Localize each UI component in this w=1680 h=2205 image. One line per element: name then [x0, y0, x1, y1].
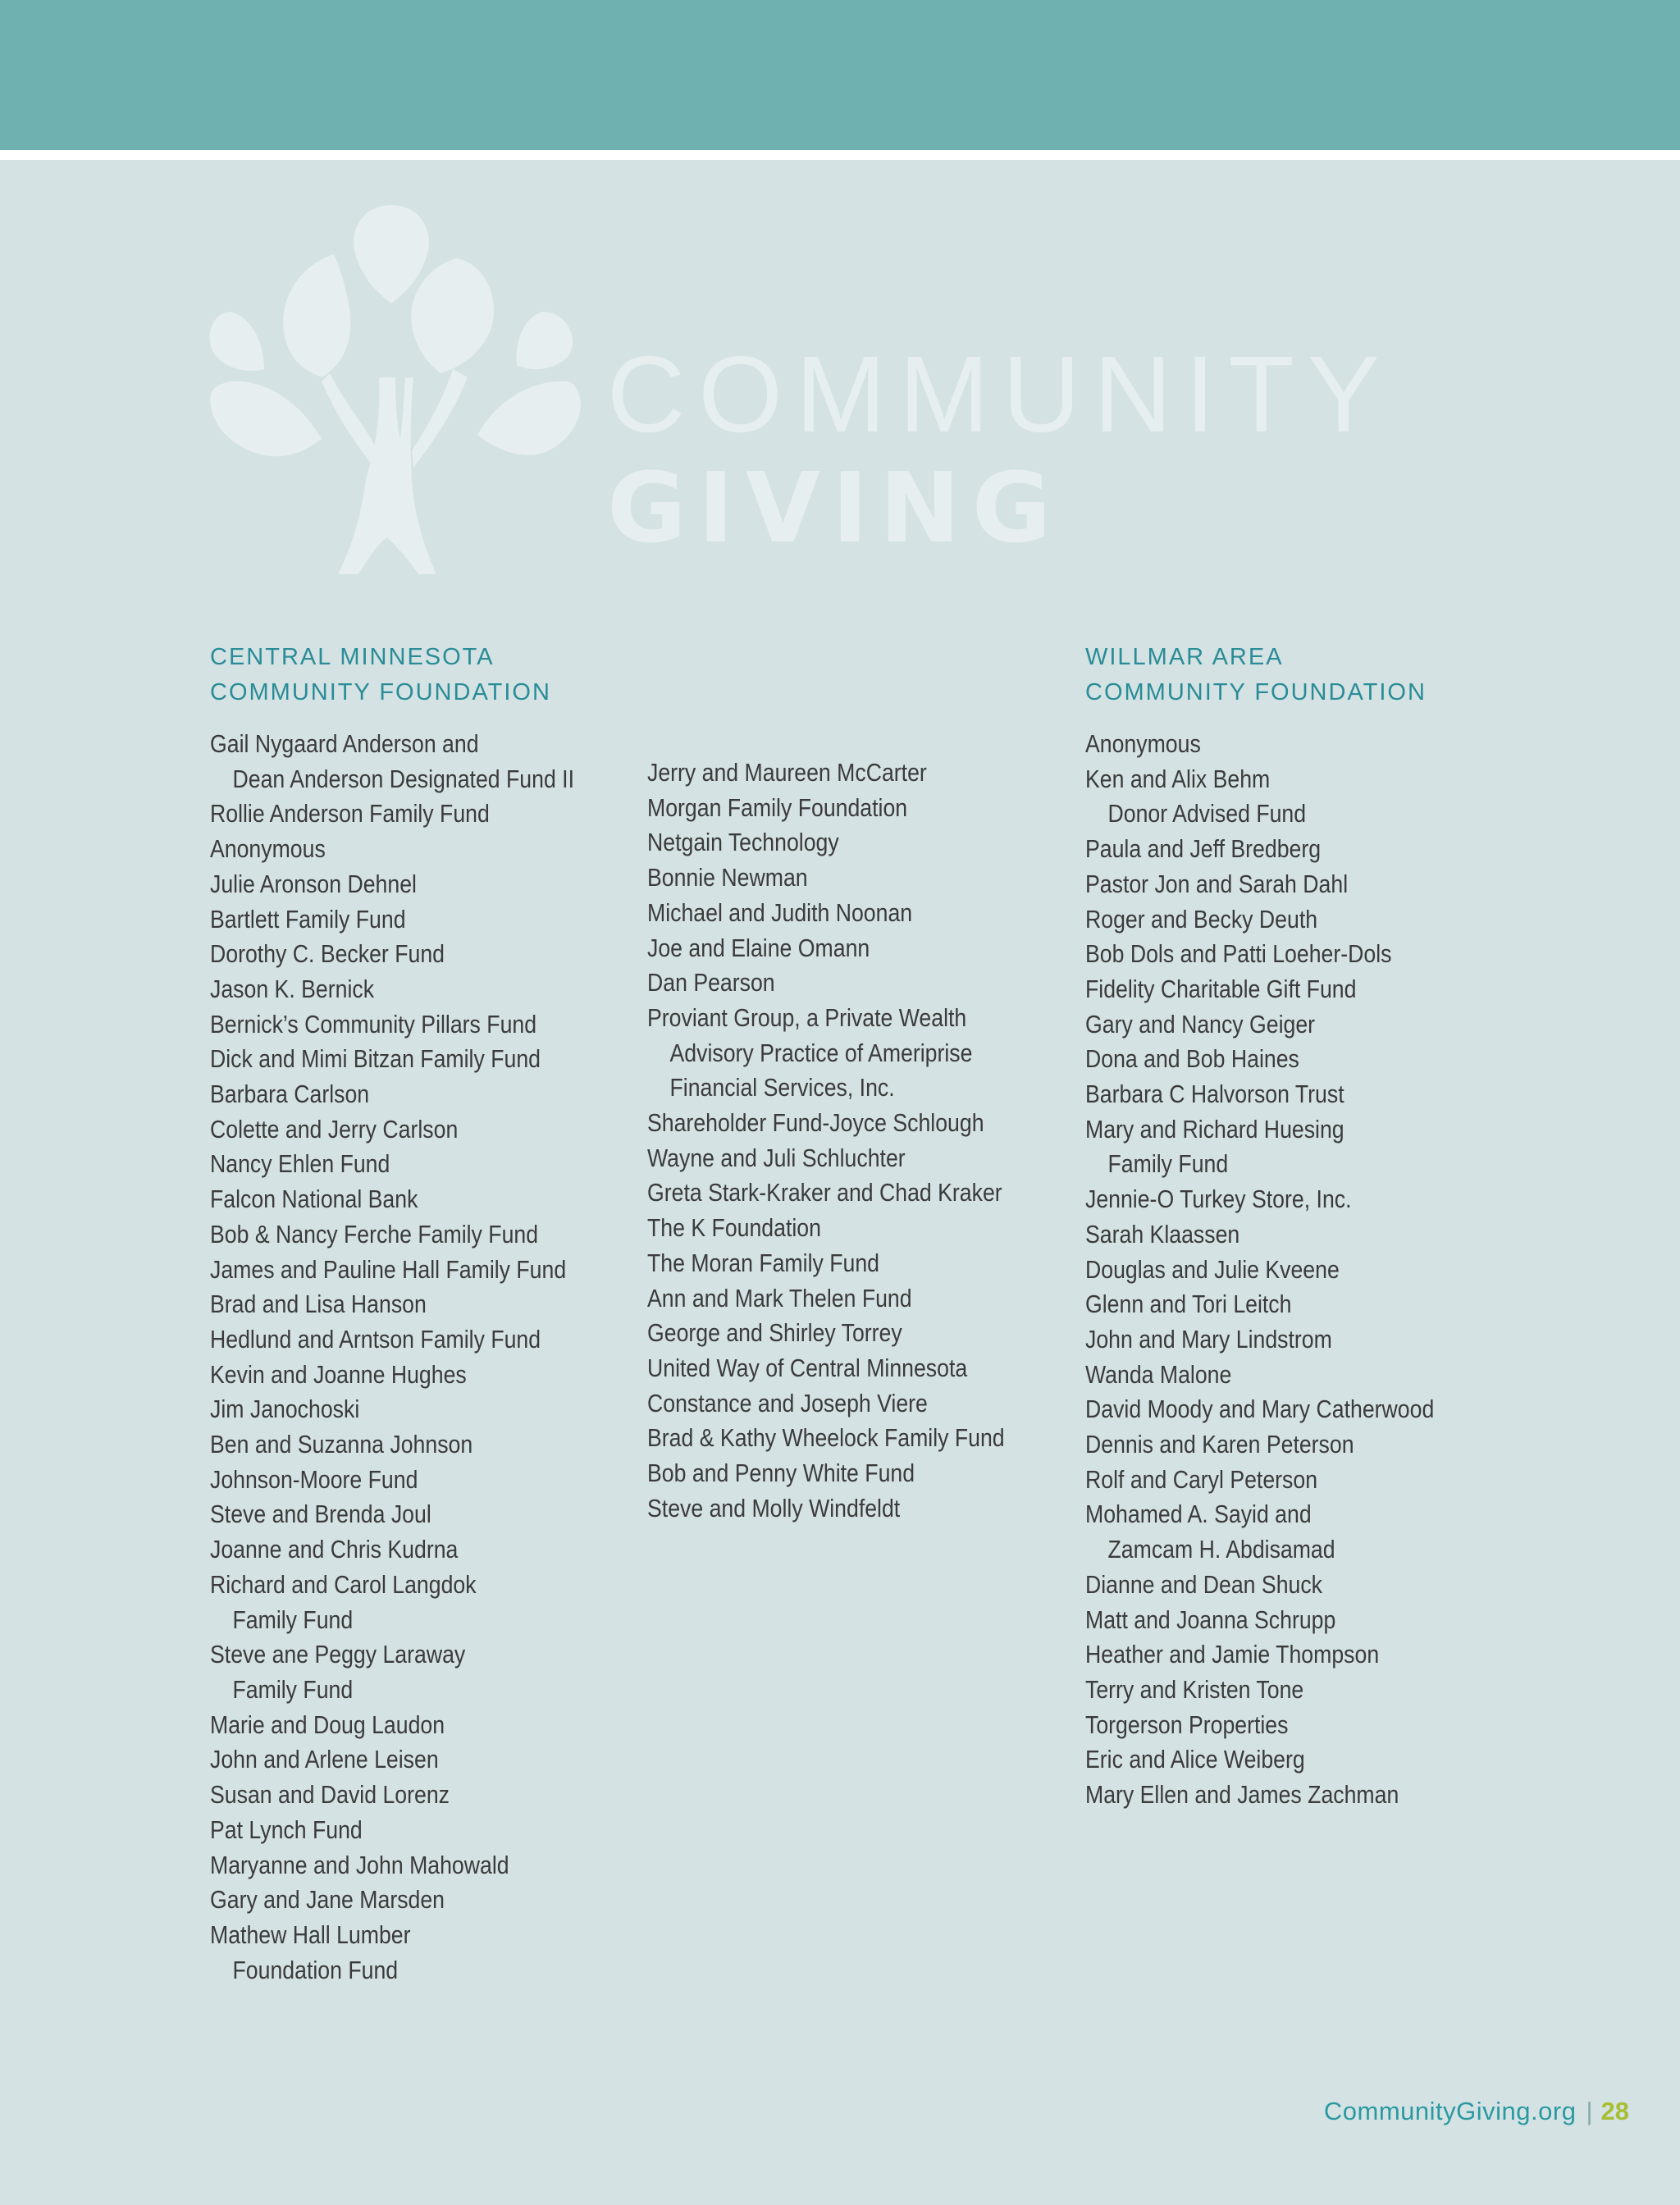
donor-list-item: [647, 791, 1005, 826]
donor-name-continued: Dean Anderson Designated Fund II: [232, 764, 575, 793]
donor-list-item: [647, 756, 1005, 791]
donor-list-item: [210, 1182, 574, 1217]
donor-name: Terry and Kristen Tone: [1085, 1674, 1304, 1704]
donor-list-item: [210, 1427, 574, 1463]
donor-list-item: [1085, 1637, 1434, 1673]
donor-name: Greta Stark-Kraker and Chad Kraker: [647, 1178, 1002, 1208]
donor-list-item: [1085, 1042, 1434, 1077]
donor-list-item: [210, 1848, 574, 1883]
donor-list-item: [647, 1176, 1005, 1211]
donor-name: John and Arlene Leisen: [210, 1745, 439, 1774]
donor-list-item: [210, 1358, 574, 1393]
central-donor-list-col1: [210, 727, 633, 1988]
logo-wordmark-giving: GIVING: [607, 451, 1063, 564]
donor-list-item: [647, 1106, 1005, 1141]
donor-list-item: [1085, 937, 1434, 972]
donor-name: Wayne and Juli Schluchter: [647, 1143, 906, 1172]
donor-list-item: [210, 1147, 574, 1182]
donor-name: United Way of Central Minnesota: [647, 1353, 968, 1382]
donor-list-item: [210, 937, 574, 972]
logo-wordmark-community: COMMUNITY: [607, 334, 1393, 454]
donor-list-item: [1085, 832, 1434, 867]
donor-list-item: [647, 931, 1005, 966]
donor-name: Joanne and Chris Kudrna: [210, 1535, 459, 1564]
donor-list-item: [210, 1778, 574, 1813]
donor-name: Pat Lynch Fund: [210, 1815, 363, 1844]
donor-name: Jerry and Maureen McCarter: [647, 758, 927, 787]
willmar-donor-list: [1085, 727, 1491, 1813]
donor-name: The K Foundation: [647, 1213, 821, 1243]
donor-name: James and Pauline Hall Family Fund: [210, 1254, 567, 1284]
donor-list-item: [210, 1813, 574, 1848]
donor-name: David Moody and Mary Catherwood: [1085, 1395, 1435, 1424]
donor-name-continued: Family Fund: [232, 1605, 354, 1634]
donor-list-item: [647, 1001, 1005, 1106]
donor-list-item: [1085, 1673, 1434, 1708]
donor-list-item: [647, 1456, 1005, 1491]
donor-name: Bob & Nancy Ferche Family Fund: [210, 1219, 539, 1249]
heading-line: CENTRAL MINNESOTA: [210, 644, 495, 670]
donor-name: Mathew Hall Lumber: [210, 1920, 411, 1949]
donor-name: George and Shirley Torrey: [647, 1318, 902, 1348]
donor-name: Matt and Joanna Schrupp: [1085, 1605, 1336, 1634]
donor-list-item: [1085, 1077, 1434, 1112]
donor-name: Jim Janochoski: [210, 1395, 360, 1424]
donor-name: Gary and Jane Marsden: [210, 1885, 445, 1915]
donor-name: Susan and David Lorenz: [210, 1780, 450, 1810]
donor-list-item: [210, 797, 574, 832]
donor-name: Fidelity Charitable Gift Fund: [1085, 974, 1357, 1003]
donor-name: Douglas and Julie Kveene: [1085, 1254, 1340, 1284]
donor-name: Ann and Mark Thelen Fund: [647, 1283, 912, 1312]
willmar-heading: [1085, 640, 1427, 710]
donor-name: Constance and Joseph Viere: [647, 1388, 928, 1418]
donor-name: Bob and Penny White Fund: [647, 1459, 915, 1488]
donor-name: Pastor Jon and Sarah Dahl: [1085, 869, 1349, 898]
donor-list-item: [210, 1322, 574, 1358]
donor-name: Marie and Doug Laudon: [210, 1710, 445, 1739]
donor-name: Torgerson Properties: [1085, 1710, 1289, 1739]
donor-name: Dorothy C. Becker Fund: [210, 939, 445, 969]
donor-name: Michael and Judith Noonan: [647, 897, 913, 927]
heading-line: WILLMAR AREA: [1085, 644, 1284, 670]
donor-name: Colette and Jerry Carlson: [210, 1114, 459, 1144]
donor-list-item: [1085, 902, 1434, 938]
donor-list-item: [647, 1386, 1005, 1422]
donor-name: Mary Ellen and James Zachman: [1085, 1780, 1399, 1810]
donor-list-item: [1085, 867, 1434, 902]
donor-list-item: [647, 861, 1005, 896]
donor-name: Julie Aronson Dehnel: [210, 869, 417, 898]
donor-name-continued: Zamcam H. Abdisamad: [1107, 1535, 1335, 1564]
donor-name: Gary and Nancy Geiger: [1085, 1009, 1316, 1039]
donor-list-item: [647, 1141, 1005, 1176]
donor-name: John and Mary Lindstrom: [1085, 1324, 1332, 1354]
donor-name-continued: Advisory Practice of Ameriprise: [669, 1038, 973, 1067]
donor-name: Nancy Ehlen Fund: [210, 1149, 390, 1179]
donor-list-item: [1085, 1603, 1434, 1638]
donor-name: Mary and Richard Huesing: [1085, 1114, 1344, 1144]
heading-line: COMMUNITY FOUNDATION: [1085, 679, 1427, 705]
donor-list-item: [647, 1246, 1005, 1281]
donor-list-item: [210, 1287, 574, 1322]
donor-list-item: [647, 1351, 1005, 1386]
donor-name-continued: Financial Services, Inc.: [669, 1073, 895, 1102]
donor-list-item: [210, 727, 574, 797]
donor-list-item: [1085, 1742, 1434, 1778]
donor-name: Netgain Technology: [647, 828, 839, 857]
donor-list-item: [647, 1211, 1005, 1246]
donor-name: Joe and Elaine Omann: [647, 933, 870, 962]
donor-list-item: [1085, 1217, 1434, 1253]
donor-list-item: [210, 1918, 574, 1988]
donor-list-item: [1085, 1287, 1434, 1322]
donor-list-item: [1085, 1358, 1434, 1393]
donor-list-item: [1085, 1253, 1434, 1288]
donor-list-item: [1085, 762, 1434, 832]
donor-name: Dennis and Karen Peterson: [1085, 1430, 1354, 1459]
donor-name: Rollie Anderson Family Fund: [210, 799, 490, 829]
donor-list-item: [210, 832, 574, 867]
donor-name: Johnson-Moore Fund: [210, 1464, 418, 1494]
donor-name: The Moran Family Fund: [647, 1248, 879, 1277]
donor-name-continued: Family Fund: [232, 1674, 354, 1704]
donor-name: Shareholder Fund-Joyce Schlough: [647, 1108, 984, 1138]
donor-list-item: [210, 867, 574, 902]
donor-list-item: [647, 1316, 1005, 1351]
donor-name: Brad and Lisa Hanson: [210, 1290, 427, 1319]
donor-list-item: [1085, 1182, 1434, 1217]
donor-list-item: [1085, 1708, 1434, 1743]
donor-name: Brad & Kathy Wheelock Family Fund: [647, 1423, 1005, 1453]
central-mn-heading: [210, 640, 551, 710]
donor-name: Dick and Mimi Bitzan Family Fund: [210, 1044, 541, 1074]
donor-name: Falcon National Bank: [210, 1185, 418, 1214]
donor-name: Maryanne and John Mahowald: [210, 1850, 509, 1879]
donor-list-item: [1085, 1497, 1434, 1567]
donor-list-item: [210, 1532, 574, 1568]
page-footer: [1324, 2097, 1629, 2126]
donor-list-item: [210, 1568, 574, 1637]
donor-list-item: [210, 1042, 574, 1077]
donor-list-item: [1085, 1112, 1434, 1182]
donor-name: Eric and Alice Weiberg: [1085, 1745, 1305, 1774]
heading-line: COMMUNITY FOUNDATION: [210, 679, 551, 705]
donor-name: Dianne and Dean Shuck: [1085, 1569, 1323, 1599]
donor-name: Anonymous: [210, 834, 326, 864]
donor-name: Mohamed A. Sayid and: [1085, 1500, 1312, 1529]
donor-list-item: [210, 1112, 574, 1148]
donor-name: Glenn and Tori Leitch: [1085, 1290, 1292, 1319]
donor-list-item: [1085, 972, 1434, 1007]
donor-name: Dona and Bob Haines: [1085, 1044, 1299, 1074]
donor-name: Steve and Molly Windfeldt: [647, 1493, 901, 1522]
donor-name: Heather and Jamie Thompson: [1085, 1640, 1380, 1669]
donor-name: Bernick’s Community Pillars Fund: [210, 1009, 537, 1039]
donor-list-item: [647, 966, 1005, 1001]
donor-list-item: [1085, 1778, 1434, 1813]
donor-list-item: [210, 1742, 574, 1778]
donor-name: Kevin and Joanne Hughes: [210, 1359, 467, 1389]
donor-list-item: [647, 1491, 1005, 1527]
donor-name-continued: Donor Advised Fund: [1107, 799, 1307, 829]
donor-name: Sarah Klaassen: [1085, 1219, 1240, 1249]
donor-list-item: [210, 1007, 574, 1043]
footer-separator: |: [1586, 2097, 1593, 2125]
donor-name: Barbara Carlson: [210, 1080, 370, 1109]
donor-name: Steve ane Peggy Laraway: [210, 1640, 466, 1669]
donor-name: Paula and Jeff Bredberg: [1085, 834, 1322, 864]
donor-list-item: [1085, 1568, 1434, 1603]
donor-list-item: [210, 902, 574, 938]
donor-list-item: [647, 1421, 1005, 1456]
donor-list-item: [1085, 1392, 1434, 1427]
donor-name-continued: Family Fund: [1107, 1149, 1229, 1179]
donor-name: Ben and Suzanna Johnson: [210, 1430, 473, 1459]
donor-list-item: [210, 1637, 574, 1707]
donor-list-item: [210, 1497, 574, 1532]
donor-list-item: [210, 1463, 574, 1498]
donor-list-item: [1085, 1322, 1434, 1358]
header-divider: [0, 150, 1680, 160]
donor-list-item: [210, 1708, 574, 1743]
donor-list-item: [210, 1883, 574, 1918]
page-number: 28: [1600, 2097, 1629, 2125]
donor-name: Gail Nygaard Anderson and: [210, 729, 479, 758]
donor-list-item: [647, 1281, 1005, 1317]
donor-name: Dan Pearson: [647, 968, 775, 998]
donor-name: Hedlund and Arntson Family Fund: [210, 1324, 541, 1354]
tree-icon: [207, 205, 584, 582]
donor-name: Morgan Family Foundation: [647, 792, 908, 822]
donor-name: Jason K. Bernick: [210, 974, 375, 1003]
donor-name: Proviant Group, a Private Wealth: [647, 1002, 967, 1032]
donor-name: Anonymous: [1085, 729, 1201, 758]
website-url: CommunityGiving.org: [1323, 2097, 1577, 2125]
donor-name: Rolf and Caryl Peterson: [1085, 1464, 1318, 1494]
donor-list-item: [210, 972, 574, 1007]
donor-name: Roger and Becky Deuth: [1085, 904, 1318, 934]
donor-name-continued: Foundation Fund: [232, 1955, 399, 1984]
donor-list-item: [210, 1217, 574, 1253]
donor-list-item: [210, 1253, 574, 1288]
donor-name: Steve and Brenda Joul: [210, 1500, 431, 1529]
donor-name: Jennie-O Turkey Store, Inc.: [1085, 1185, 1352, 1214]
central-donor-list-col2: [647, 756, 1063, 1526]
donor-name: Ken and Alix Behm: [1085, 764, 1271, 793]
donor-name: Bartlett Family Fund: [210, 904, 406, 934]
donor-list-item: [1085, 1427, 1434, 1463]
donor-name: Richard and Carol Langdok: [210, 1569, 477, 1599]
header-band: [0, 0, 1680, 150]
donor-name: Wanda Malone: [1085, 1359, 1232, 1389]
donor-list-item: [210, 1077, 574, 1112]
donor-list-item: [1085, 727, 1434, 762]
donor-list-item: [210, 1392, 574, 1427]
donor-list-item: [1085, 1463, 1434, 1498]
donor-name: Bonnie Newman: [647, 863, 808, 892]
donor-list-item: [647, 825, 1005, 861]
donor-list-item: [1085, 1007, 1434, 1043]
donor-name: Barbara C Halvorson Trust: [1085, 1080, 1344, 1109]
donor-name: Bob Dols and Patti Loeher-Dols: [1085, 939, 1392, 969]
donor-list-item: [647, 896, 1005, 931]
